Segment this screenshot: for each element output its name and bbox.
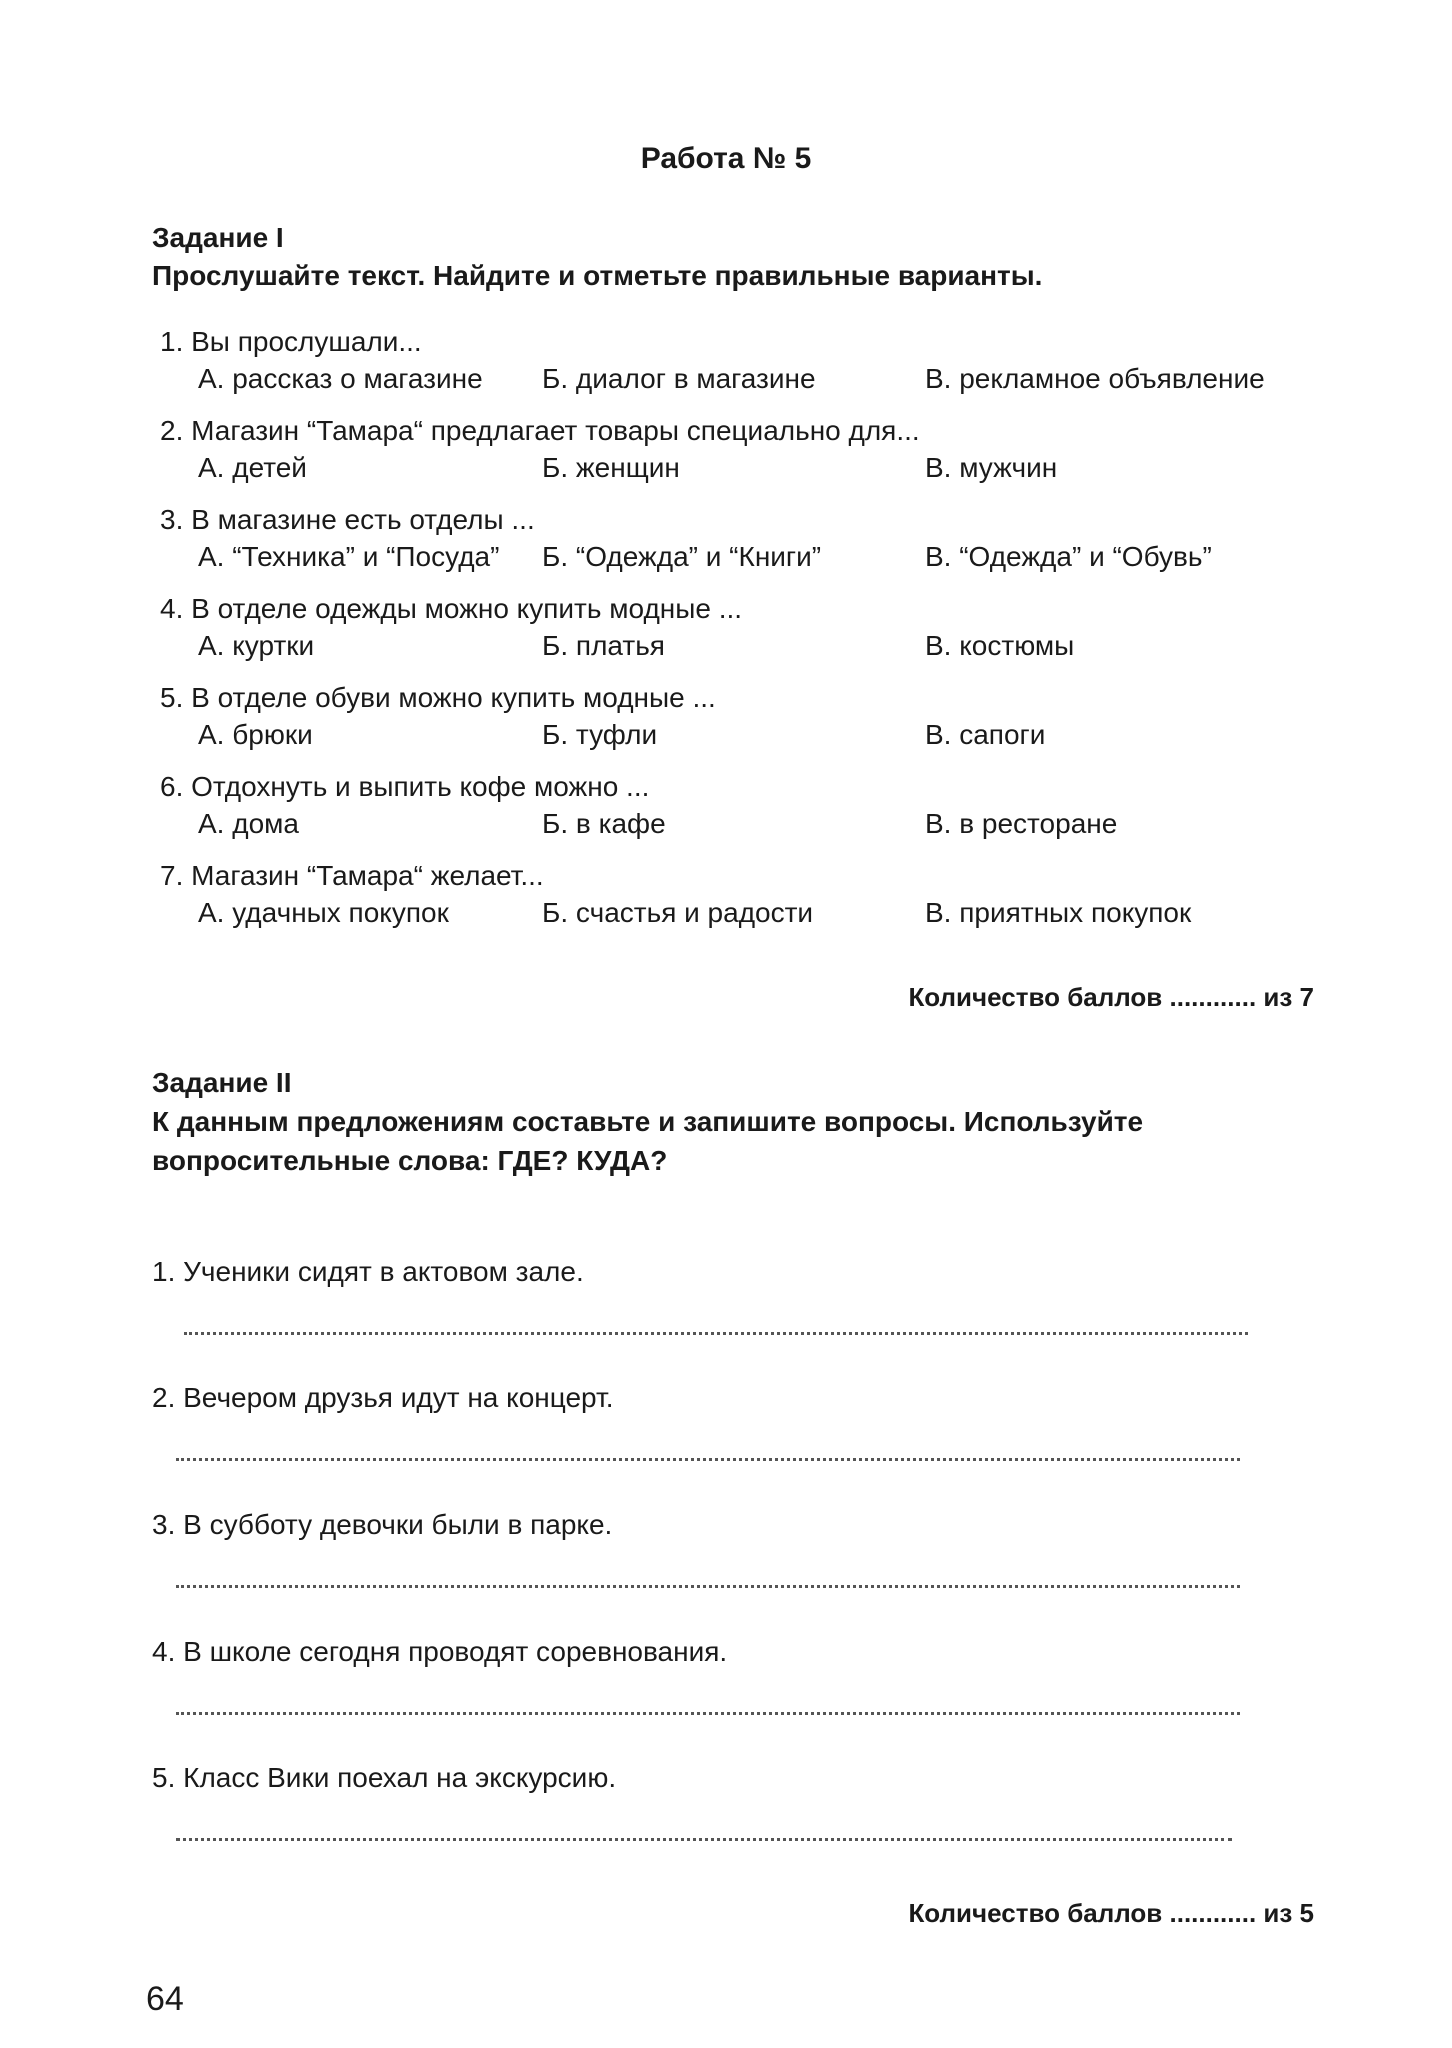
task2-item-4: 4. В школе сегодня проводят соревнования. [152, 1636, 728, 1667]
task1-question-7: 7. Магазин “Тамара“ желает... [160, 860, 544, 891]
task1-question-5: 5. В отделе обуви можно купить модные ... [160, 682, 716, 713]
task2-answer-line-4[interactable] [176, 1710, 1240, 1715]
task1-instruction: Прослушайте текст. Найдите и отметьте правильные варианты. [152, 260, 1043, 291]
task1-heading: Задание I [152, 222, 284, 253]
task1-score: Количество баллов ............ из 7 [908, 982, 1314, 1012]
task1-q1-option-b[interactable]: Б. диалог в магазине [542, 363, 816, 394]
task2-item-3: 3. В субботу девочки были в парке. [152, 1509, 613, 1540]
task1-q4-option-c[interactable]: В. костюмы [925, 630, 1075, 661]
task2-instruction-line2: вопросительные слова: ГДЕ? КУДА? [152, 1145, 668, 1176]
task1-q6-option-b[interactable]: Б. в кафе [542, 808, 666, 839]
task2-heading: Задание II [152, 1067, 292, 1098]
task1-q1-option-c[interactable]: В. рекламное объявление [925, 363, 1265, 394]
task2-item-1: 1. Ученики сидят в актовом зале. [152, 1256, 584, 1287]
task2-item-5: 5. Класс Вики поехал на экскурсию. [152, 1762, 617, 1793]
task1-question-6: 6. Отдохнуть и выпить кофе можно ... [160, 771, 650, 802]
task1-q3-option-a[interactable]: А. “Техника” и “Посуда” [198, 541, 500, 572]
task2-answer-line-3[interactable] [176, 1583, 1240, 1588]
task1-q6-option-c[interactable]: В. в ресторане [925, 808, 1118, 839]
task1-q3-option-b[interactable]: Б. “Одежда” и “Книги” [542, 541, 822, 572]
task1-q7-option-b[interactable]: Б. счастья и радости [542, 897, 814, 928]
page-title: Работа № 5 [640, 142, 812, 175]
task1-q4-option-b[interactable]: Б. платья [542, 630, 665, 661]
task1-question-2: 2. Магазин “Тамара“ предлагает товары специально для... [160, 415, 920, 446]
task1-question-4: 4. В отделе одежды можно купить модные ... [160, 593, 743, 624]
task2-item-2: 2. Вечером друзья идут на концерт. [152, 1382, 614, 1413]
task2-answer-line-1[interactable] [184, 1330, 1248, 1335]
task1-q5-option-b[interactable]: Б. туфли [542, 719, 658, 750]
task2-answer-line-5[interactable] [176, 1836, 1232, 1841]
task1-question-3: 3. В магазине есть отделы ... [160, 504, 535, 535]
task1-q1-option-a[interactable]: А. рассказ о магазине [198, 363, 483, 394]
task1-q4-option-a[interactable]: А. куртки [198, 630, 315, 661]
task2-answer-line-2[interactable] [176, 1456, 1240, 1461]
task1-q6-option-a[interactable]: А. дома [198, 808, 299, 839]
task1-q3-option-c[interactable]: В. “Одежда” и “Обувь” [925, 541, 1212, 572]
task1-q7-option-a[interactable]: А. удачных покупок [198, 897, 449, 928]
page-number: 64 [146, 1980, 184, 2018]
task1-q5-option-c[interactable]: В. сапоги [925, 719, 1046, 750]
task1-question-1: 1. Вы прослушали... [160, 326, 422, 357]
task1-q2-option-c[interactable]: В. мужчин [925, 452, 1058, 483]
task1-q7-option-c[interactable]: В. приятных покупок [925, 897, 1192, 928]
task2-instruction-line1: К данным предложениям составьте и запишите вопросы. Используйте [152, 1106, 1144, 1137]
task1-q2-option-b[interactable]: Б. женщин [542, 452, 680, 483]
task2-score: Количество баллов ............ из 5 [908, 1898, 1314, 1928]
task1-q5-option-a[interactable]: А. брюки [198, 719, 313, 750]
task1-q2-option-a[interactable]: А. детей [198, 452, 307, 483]
